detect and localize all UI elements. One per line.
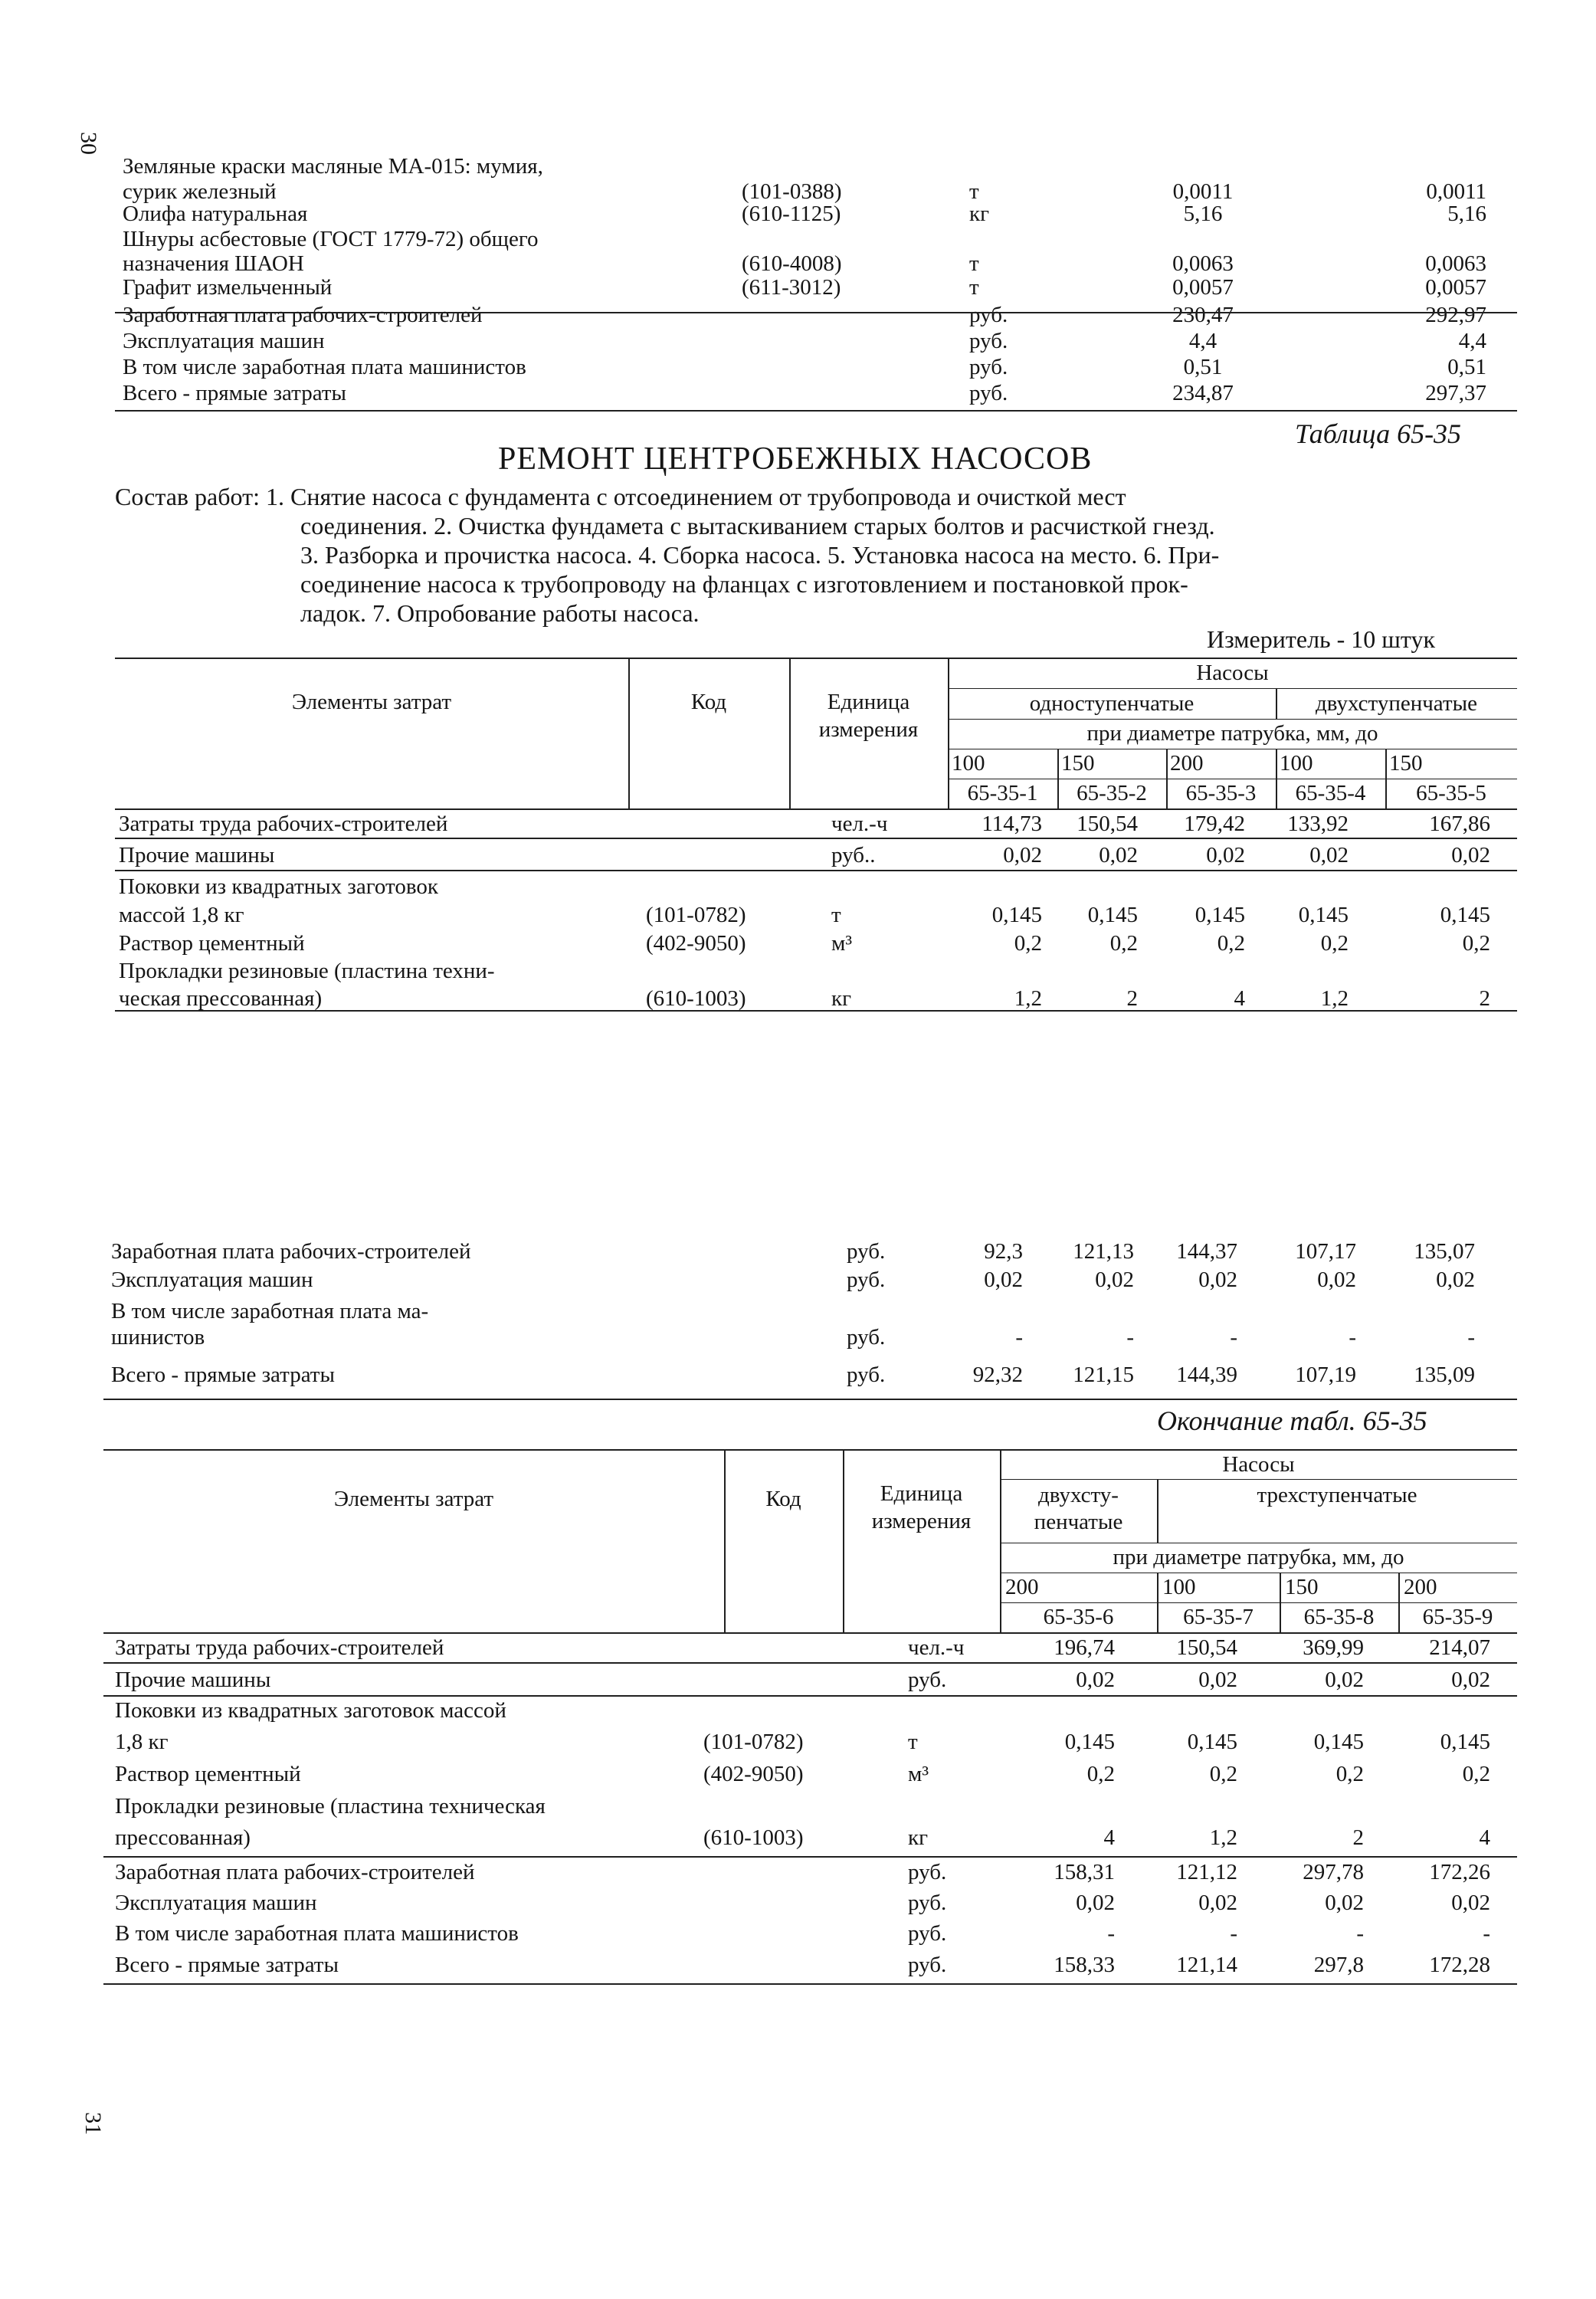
row-value: 297,37 <box>1425 381 1486 405</box>
row-value: 214,07 <box>1429 1635 1490 1660</box>
row-code: (610-1003) <box>646 986 746 1011</box>
header-code-value: 65-35-7 <box>1183 1605 1254 1629</box>
row-value: 0,02 <box>1436 1268 1475 1292</box>
row-value: 1,2 <box>1320 986 1349 1011</box>
row-value: - <box>1126 1325 1134 1350</box>
row-name: сурик железный <box>123 179 277 204</box>
row-value: 92,32 <box>972 1363 1023 1387</box>
row-value: 0,02 <box>984 1268 1023 1292</box>
row-value: 0,0057 <box>1172 275 1234 300</box>
row-value: 297,78 <box>1303 1860 1364 1884</box>
row-value: 2 <box>1479 986 1490 1011</box>
row-value: - <box>1356 1921 1364 1946</box>
row-name: Затраты труда рабочих-строителей <box>119 812 448 836</box>
header-code: Код <box>690 690 727 714</box>
rule <box>948 719 1517 720</box>
row-value: 121,13 <box>1073 1239 1134 1264</box>
row-value: 92,3 <box>984 1239 1023 1264</box>
row-name: Эксплуатация машин <box>115 1891 317 1915</box>
header-diameter-value: 150 <box>1285 1575 1319 1599</box>
row-value: 0,2 <box>1086 1762 1115 1786</box>
row-value: 0,145 <box>1440 903 1490 927</box>
row-unit: руб. <box>969 303 1008 327</box>
rule <box>115 312 1517 313</box>
row-unit: руб. <box>908 1921 947 1946</box>
page-number-top: 30 <box>76 132 101 155</box>
page-number-bottom: 31 <box>80 2112 106 2135</box>
row-name: Прокладки резиновые (пластина техни- <box>119 959 495 983</box>
row-unit: т <box>831 903 841 927</box>
composition-line: 3. Разборка и прочистка насоса. 4. Сборка насоса. 5. Установка насоса на место. 6. При- <box>300 541 1220 569</box>
row-value: - <box>1483 1921 1490 1946</box>
row-name: Затраты труда рабочих-строителей <box>115 1635 444 1660</box>
row-unit: руб. <box>908 1860 947 1884</box>
header-diameter-value: 200 <box>1005 1575 1039 1599</box>
row-code: (101-0782) <box>703 1730 804 1754</box>
row-value: 0,145 <box>1313 1730 1364 1754</box>
row-value: 4 <box>1234 986 1245 1011</box>
rule <box>115 870 1517 871</box>
meter: Измеритель - 10 штук <box>1207 625 1436 653</box>
row-value: - <box>1015 1325 1023 1350</box>
row-code: (610-4008) <box>742 251 842 276</box>
row-name: Поковки из квадратных заготовок массой <box>115 1698 506 1723</box>
row-unit: руб. <box>908 1668 947 1692</box>
rule <box>103 1983 1517 1985</box>
row-value: 158,33 <box>1054 1953 1115 1977</box>
header-code-value: 65-35-9 <box>1422 1605 1493 1629</box>
row-value: 0,02 <box>1317 1268 1356 1292</box>
row-unit: руб. <box>969 329 1008 353</box>
row-value: 0,145 <box>1187 1730 1237 1754</box>
row-name: В том числе заработная плата машинистов <box>115 1921 519 1946</box>
row-name: Эксплуатация машин <box>111 1268 313 1292</box>
row-code: (611-3012) <box>742 275 841 300</box>
row-code: (402-9050) <box>646 931 746 956</box>
header-diameter-value: 100 <box>1162 1575 1196 1599</box>
row-unit: т <box>969 251 979 276</box>
row-value: 167,86 <box>1429 812 1490 836</box>
row-name: Прочие машины <box>119 843 275 867</box>
header-unit: Единица <box>880 1481 963 1506</box>
header-diameter-value: 150 <box>1061 751 1095 776</box>
row-value: 0,145 <box>1195 903 1245 927</box>
composition-line: Состав работ: 1. Снятие насоса с фундамента с отсоединением от трубопровода и очисткой мест <box>115 483 1126 510</box>
row-value: 0,145 <box>1298 903 1349 927</box>
header-pumps: Насосы <box>1222 1452 1295 1477</box>
row-value: - <box>1107 1921 1115 1946</box>
rule <box>115 838 1517 839</box>
row-unit: кг <box>969 202 989 226</box>
row-value: 0,2 <box>1109 931 1138 956</box>
row-value: 1,2 <box>1209 1825 1237 1850</box>
row-value: 0,145 <box>1087 903 1138 927</box>
header-code-value: 65-35-1 <box>967 781 1038 805</box>
section-title: РЕМОНТ ЦЕНТРОБЕЖНЫХ НАСОСОВ <box>498 441 1093 477</box>
row-name: Всего - прямые затраты <box>111 1363 335 1387</box>
row-value: 4,4 <box>1188 329 1217 353</box>
row-value: 2 <box>1126 986 1138 1011</box>
row-unit: руб. <box>847 1363 886 1387</box>
header-diameter-value: 100 <box>952 751 985 776</box>
row-code: (101-0782) <box>646 903 746 927</box>
row-value: 369,99 <box>1303 1635 1364 1660</box>
continuation-label: Окончание табл. 65-35 <box>1157 1405 1427 1436</box>
row-value: 1,2 <box>1014 986 1042 1011</box>
header-code-value: 65-35-8 <box>1303 1605 1375 1629</box>
header-diameter: при диаметре патрубка, мм, до <box>1086 721 1378 746</box>
rule <box>948 688 1517 689</box>
header-two-stage: двухсту- <box>1038 1483 1119 1507</box>
header-single-stage: одноступенчатые <box>1029 691 1195 716</box>
rule <box>103 1662 1517 1664</box>
rule <box>115 1010 1517 1012</box>
row-value: 114,73 <box>982 812 1042 836</box>
row-value: 121,14 <box>1176 1953 1237 1977</box>
header-diameter: при диаметре патрубка, мм, до <box>1113 1545 1404 1569</box>
row-value: 0,02 <box>1095 1268 1134 1292</box>
col-divider <box>724 1449 726 1632</box>
row-value: 144,37 <box>1176 1239 1237 1264</box>
row-unit: руб. <box>969 381 1008 405</box>
row-value: 150,54 <box>1077 812 1138 836</box>
row-value: 0,02 <box>1325 1891 1364 1915</box>
row-value: 144,39 <box>1176 1363 1237 1387</box>
row-unit: руб. <box>847 1268 886 1292</box>
composition-line: соединения. 2. Очистка фундамета с вытаскиванием старых болтов и расчисткой гнезд. <box>300 512 1215 539</box>
rule <box>1000 1479 1517 1480</box>
row-value: 0,02 <box>1003 843 1042 867</box>
row-value: 135,07 <box>1414 1239 1475 1264</box>
row-unit: т <box>969 179 979 204</box>
row-value: 5,16 <box>1183 202 1223 226</box>
row-value: 0,02 <box>1325 1668 1364 1692</box>
row-value: 0,02 <box>1076 1668 1115 1692</box>
header-two-stage: двухступенчатые <box>1316 691 1477 716</box>
row-unit: т <box>969 275 979 300</box>
header-diameter-value: 200 <box>1404 1575 1437 1599</box>
row-value: 179,42 <box>1184 812 1245 836</box>
row-value: 4 <box>1103 1825 1115 1850</box>
rule <box>103 1399 1517 1400</box>
row-name: Графит измельченный <box>123 275 333 300</box>
row-value: 0,0063 <box>1172 251 1234 276</box>
row-value: 0,2 <box>1014 931 1042 956</box>
row-unit: кг <box>831 986 851 1011</box>
row-name: 1,8 кг <box>115 1730 169 1754</box>
row-unit: руб. <box>969 355 1008 379</box>
row-unit: чел.-ч <box>908 1635 965 1660</box>
header-unit: измерения <box>871 1509 972 1533</box>
header-diameter-value: 100 <box>1280 751 1313 776</box>
row-unit: м³ <box>831 931 853 956</box>
row-name: назначения ШАОН <box>123 251 304 276</box>
row-value: 107,19 <box>1295 1363 1356 1387</box>
header-elements: Элементы затрат <box>291 690 452 714</box>
row-value: - <box>1230 1325 1237 1350</box>
row-name: Раствор цементный <box>115 1762 301 1786</box>
row-name: шинистов <box>111 1325 205 1350</box>
row-name: Раствор цементный <box>119 931 305 956</box>
composition-line: соединение насоса к трубопроводу на фланцах с изготовлением и постановкой прок- <box>300 570 1188 598</box>
row-unit: руб.. <box>831 843 876 867</box>
rule <box>1000 1602 1517 1603</box>
header-code-value: 65-35-3 <box>1185 781 1257 805</box>
row-value: - <box>1467 1325 1475 1350</box>
row-value: 4 <box>1479 1825 1490 1850</box>
row-value: 0,0011 <box>1172 179 1234 204</box>
header-code-value: 65-35-6 <box>1043 1605 1114 1629</box>
row-unit: т <box>908 1730 918 1754</box>
row-value: 121,12 <box>1176 1860 1237 1884</box>
row-name: Всего - прямые затраты <box>123 381 346 405</box>
col-divider <box>628 658 630 808</box>
header-elements: Элементы затрат <box>333 1487 494 1511</box>
header-unit: Единица <box>827 690 910 714</box>
row-value: 172,28 <box>1429 1953 1490 1977</box>
row-name: Заработная плата рабочих-строителей <box>111 1239 471 1264</box>
row-value: 158,31 <box>1054 1860 1115 1884</box>
row-code: (610-1003) <box>703 1825 804 1850</box>
row-value: 196,74 <box>1054 1635 1115 1660</box>
row-code: (402-9050) <box>703 1762 804 1786</box>
row-value: - <box>1349 1325 1356 1350</box>
row-value: 0,02 <box>1099 843 1138 867</box>
header-diameter-value: 200 <box>1170 751 1204 776</box>
row-value: 0,2 <box>1320 931 1349 956</box>
row-value: 230,47 <box>1172 303 1234 327</box>
row-unit: чел.-ч <box>831 812 888 836</box>
table-reference: Таблица 65-35 <box>1295 418 1462 449</box>
row-value: 121,15 <box>1073 1363 1134 1387</box>
row-name: Заработная плата рабочих-строителей <box>115 1860 475 1884</box>
row-value: 0,02 <box>1451 1668 1490 1692</box>
row-name: Поковки из квадратных заготовок <box>119 874 438 899</box>
row-unit: руб. <box>847 1325 886 1350</box>
row-value: 0,02 <box>1451 1891 1490 1915</box>
row-name: Олифа натуральная <box>123 202 308 226</box>
row-value: 0,02 <box>1198 1268 1237 1292</box>
header-code: Код <box>765 1487 801 1511</box>
row-value: 133,92 <box>1287 812 1349 836</box>
header-unit: измерения <box>818 717 919 742</box>
rule <box>115 658 1517 659</box>
header-diameter-value: 150 <box>1389 751 1423 776</box>
row-name: Эксплуатация машин <box>123 329 325 353</box>
row-code: (610-1125) <box>742 202 841 226</box>
row-unit: руб. <box>908 1891 947 1915</box>
row-value: 0,2 <box>1209 1762 1237 1786</box>
row-name: массой 1,8 кг <box>119 903 244 927</box>
header-pumps: Насосы <box>1196 661 1269 685</box>
row-name: Земляные краски масляные МА-015: мумия, <box>123 154 543 179</box>
row-value: 0,51 <box>1447 355 1486 379</box>
row-value: 0,02 <box>1076 1891 1115 1915</box>
row-value: 0,145 <box>1440 1730 1490 1754</box>
rule <box>103 1856 1517 1858</box>
row-value: 0,2 <box>1217 931 1245 956</box>
row-unit: руб. <box>908 1953 947 1977</box>
row-value: 297,8 <box>1313 1953 1364 1977</box>
row-value: - <box>1230 1921 1237 1946</box>
rule <box>103 1632 1517 1634</box>
row-value: 2 <box>1352 1825 1364 1850</box>
row-value: 0,0063 <box>1425 251 1486 276</box>
row-value: 135,09 <box>1414 1363 1475 1387</box>
header-code-value: 65-35-2 <box>1077 781 1147 805</box>
rule <box>103 1695 1517 1697</box>
row-name: Прочие машины <box>115 1668 271 1692</box>
row-unit: руб. <box>847 1239 886 1264</box>
row-value: 0,02 <box>1198 1891 1237 1915</box>
row-value: 0,0057 <box>1425 275 1486 300</box>
row-value: 0,0011 <box>1426 179 1486 204</box>
row-value: 292,97 <box>1425 303 1486 327</box>
row-value: 172,26 <box>1429 1860 1490 1884</box>
row-value: 0,2 <box>1462 1762 1490 1786</box>
row-value: 0,51 <box>1183 355 1223 379</box>
row-name: Шнуры асбестовые (ГОСТ 1779-72) общего <box>123 227 539 251</box>
row-code: (101-0388) <box>742 179 842 204</box>
header-two-stage: пенчатые <box>1034 1510 1123 1534</box>
header-code-value: 65-35-4 <box>1295 781 1366 805</box>
row-value: 0,02 <box>1451 843 1490 867</box>
row-value: 0,145 <box>1064 1730 1115 1754</box>
row-value: 150,54 <box>1176 1635 1237 1660</box>
row-name: Всего - прямые затраты <box>115 1953 339 1977</box>
row-value: 107,17 <box>1295 1239 1356 1264</box>
row-value: 5,16 <box>1447 202 1486 226</box>
header-three-stage: трехступенчатые <box>1257 1483 1417 1507</box>
rule <box>115 808 1517 810</box>
row-value: 0,2 <box>1335 1762 1364 1786</box>
header-code-value: 65-35-5 <box>1416 781 1486 805</box>
row-name: В том числе заработная плата машинистов <box>123 355 526 379</box>
row-value: 0,145 <box>991 903 1042 927</box>
row-name: Заработная плата рабочих-строителей <box>123 303 483 327</box>
row-value: 0,02 <box>1198 1668 1237 1692</box>
row-value: 0,02 <box>1309 843 1349 867</box>
composition-line: ладок. 7. Опробование работы насоса. <box>300 599 700 627</box>
row-value: 4,4 <box>1458 329 1486 353</box>
rule <box>103 1449 1517 1451</box>
row-name: ческая прессованная) <box>119 986 323 1011</box>
rule <box>115 410 1517 412</box>
row-value: 0,2 <box>1462 931 1490 956</box>
row-name: прессованная) <box>115 1825 251 1850</box>
row-name: Прокладки резиновые (пластина техническая <box>115 1794 546 1819</box>
row-value: 0,02 <box>1206 843 1245 867</box>
row-name: В том числе заработная плата ма- <box>111 1299 429 1323</box>
row-unit: м³ <box>908 1762 929 1786</box>
col-divider <box>843 1449 844 1632</box>
row-value: 234,87 <box>1172 381 1234 405</box>
row-unit: кг <box>908 1825 928 1850</box>
